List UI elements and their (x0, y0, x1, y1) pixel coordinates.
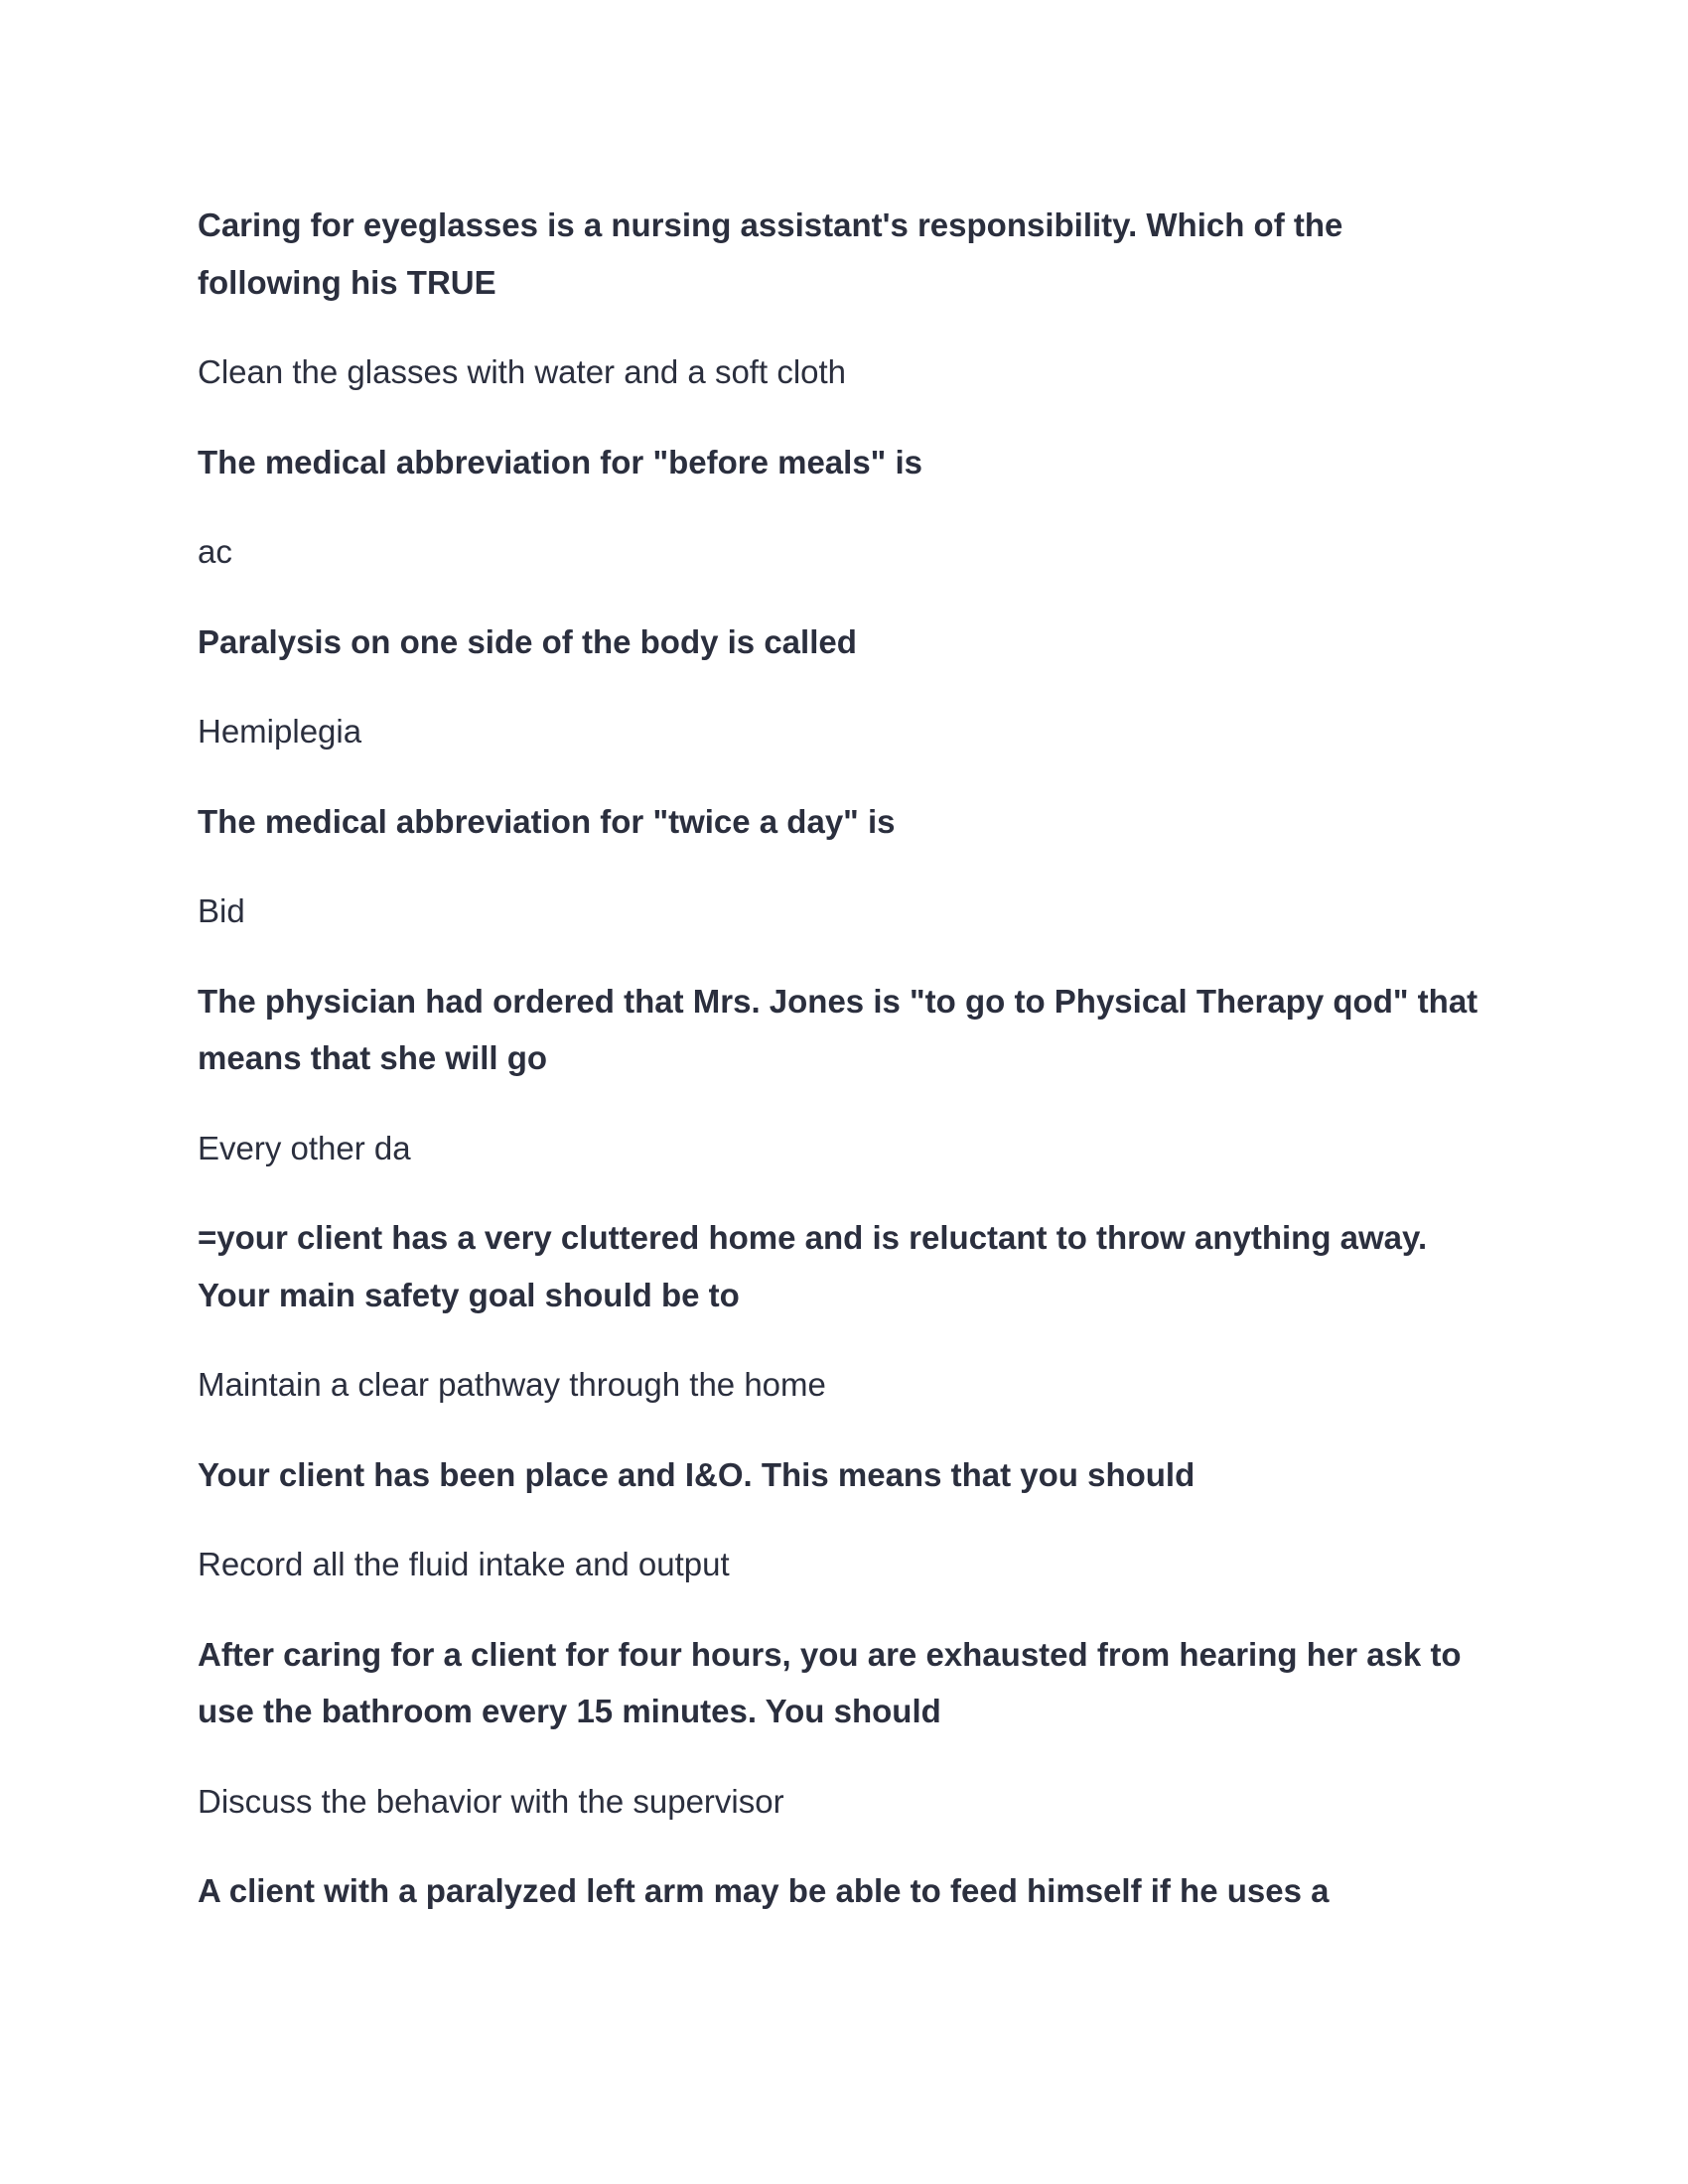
question-6: =your client has a very cluttered home and is reluctant to throw anything away. Your main safety goal should be to (198, 1219, 1428, 1313)
question-3: Paralysis on one side of the body is called (198, 622, 857, 660)
answer-3: Hemiplegia (198, 713, 362, 750)
question-9: A client with a paralyzed left arm may be able to feed himself if he uses a (198, 1872, 1330, 1909)
question-2: The medical abbreviation for "before meals" is (198, 443, 923, 480)
answer-8: Discuss the behavior with the supervisor (198, 1782, 784, 1820)
question-1: Caring for eyeglasses is a nursing assistant's responsibility. Which of the following his TRUE (198, 206, 1343, 301)
answer-5: Every other da (198, 1129, 411, 1166)
answer-6: Maintain a clear pathway through the home (198, 1366, 826, 1403)
answer-7: Record all the fluid intake and output (198, 1546, 730, 1582)
answer-2: ac (198, 533, 232, 570)
answer-1: Clean the glasses with water and a soft cloth (198, 353, 847, 390)
question-5: The physician had ordered that Mrs. Jones is "to go to Physical Therapy qod" that means that she will go (198, 982, 1478, 1076)
question-7: Your client has been place and I&O. This means that you should (198, 1455, 1196, 1493)
question-4: The medical abbreviation for "twice a day" is (198, 802, 896, 840)
document-page (198, 197, 1488, 1953)
question-8: After caring for a client for four hours, you are exhausted from hearing her ask to use the bathroom every 15 minutes. You should (198, 1635, 1462, 1729)
answer-4: Bid (198, 892, 245, 929)
